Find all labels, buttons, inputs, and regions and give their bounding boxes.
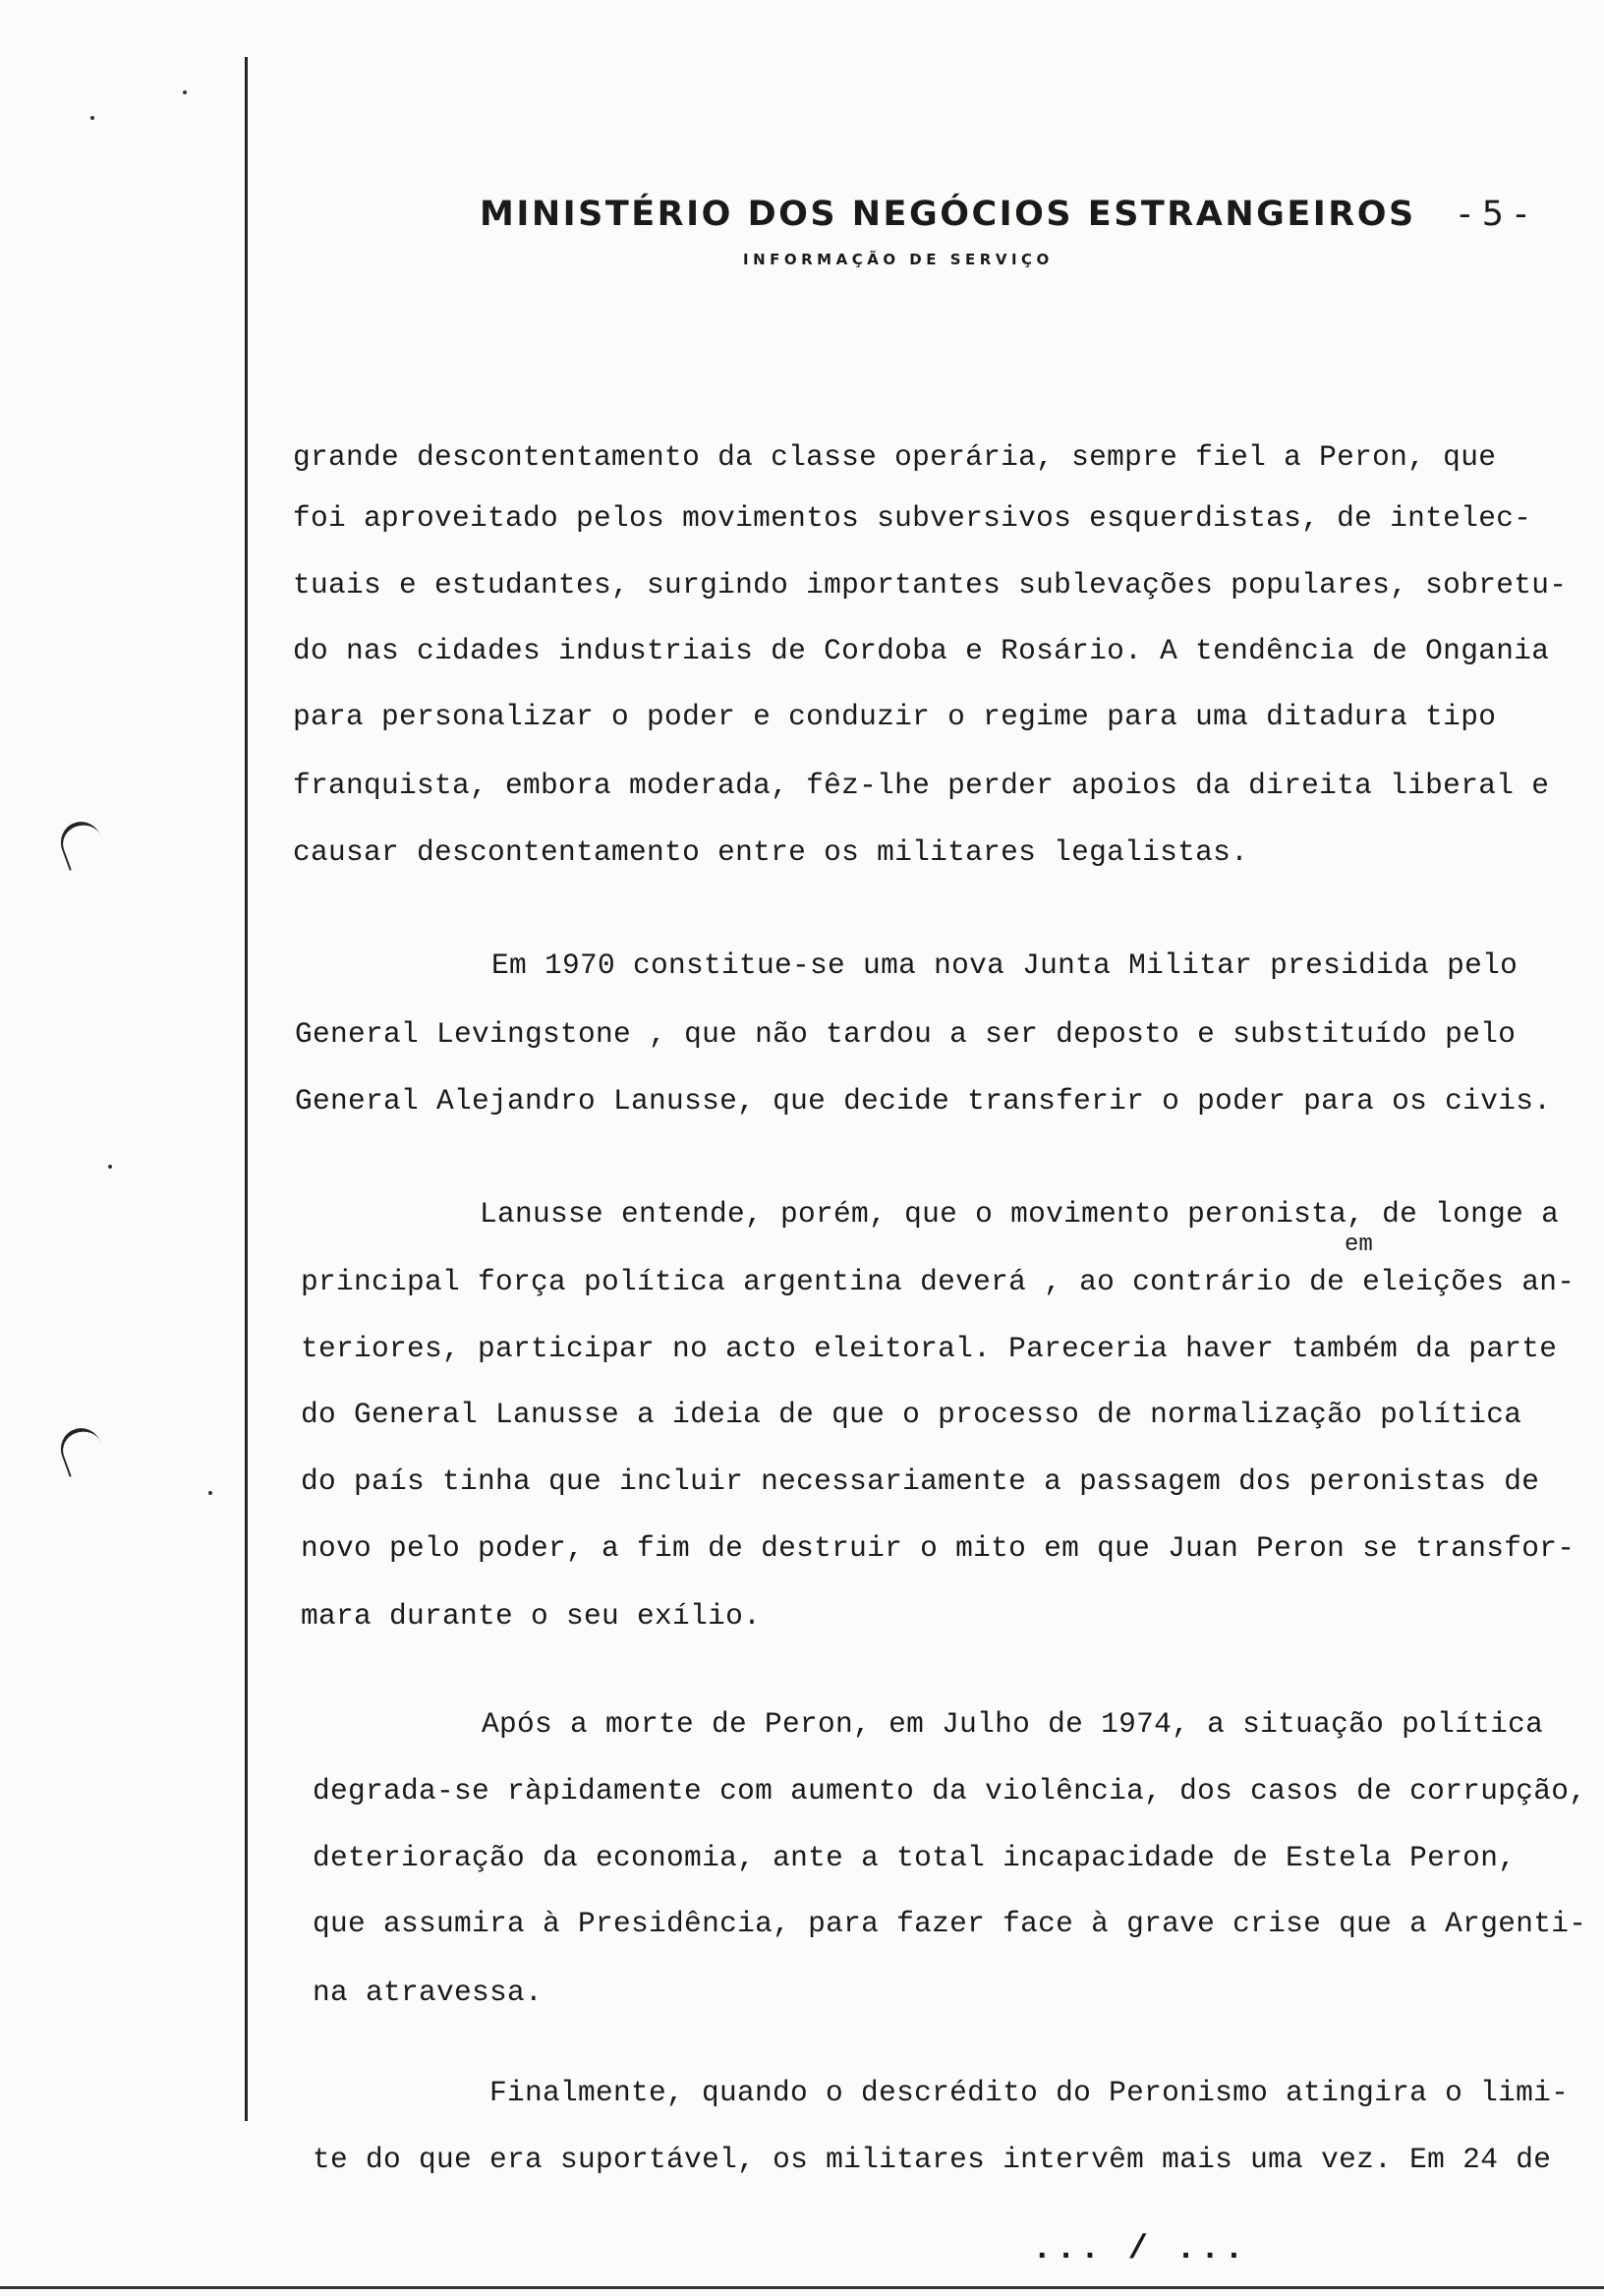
body-line: que assumira à Presidência, para fazer face à grave crise que a Argenti- [313,1907,1587,1940]
body-line: para personalizar o poder e conduzir o regime para uma ditadura tipo [293,700,1497,733]
body-line: do nas cidades industriais de Cordoba e Rosário. A tendência de Ongania [293,634,1550,667]
body-line: mara durante o seu exílio. [301,1599,762,1633]
body-line: foi aproveitado pelos movimentos subversivos esquerdistas, de intelec- [293,501,1532,535]
ministry-header: MINISTÉRIO DOS NEGÓCIOS ESTRANGEIROS [480,195,1416,234]
body-line: do país tinha que incluir necessariamente a passagem dos peronistas de [301,1464,1540,1498]
page-number: - 5 - [1459,195,1527,234]
body-line: Em 1970 constitue-se uma nova Junta Militar presidida pelo [491,948,1518,982]
punch-hole-mark [55,816,109,871]
speck [183,90,187,94]
margin-rule [245,57,248,2121]
body-line: tuais e estudantes, surgindo importantes sublevações populares, sobretu- [293,568,1568,602]
body-line: do General Lanusse a ideia de que o processo de normalização política [301,1398,1522,1431]
body-line: General Levingstone , que não tardou a ser deposto e substituído pelo [295,1017,1517,1051]
body-line: te do que era suportável, os militares intervêm mais uma vez. Em 24 de [313,2143,1552,2176]
body-line: Após a morte de Peron, em Julho de 1974, a situação política [482,1707,1544,1741]
body-line: principal força política argentina deverá , ao contrário de eleições an- [301,1265,1575,1298]
speck [108,1165,112,1169]
punch-hole-mark [55,1422,109,1477]
body-line: franquista, embora moderada, fêz-lhe perder apoios da direita liberal e [293,769,1550,802]
body-line: degrada-se ràpidamente com aumento da violência, dos casos de corrupção, [313,1774,1587,1808]
body-line: grande descontentamento da classe operária, sempre fiel a Peron, que [293,440,1497,474]
speck [90,116,94,120]
continuation-marker: ... / ... [1032,2231,1248,2268]
body-line: Finalmente, quando o descrédito do Peronismo atingira o limi- [489,2076,1570,2109]
bottom-edge-rule [0,2286,1604,2289]
body-line: causar descontentamento entre os militares legalistas. [293,835,1249,869]
body-line: deterioração da economia, ante a total incapacidade de Estela Peron, [313,1841,1517,1874]
body-line: na atravessa. [313,1976,544,2009]
document-subtitle: INFORMAÇÃO DE SERVIÇO [743,251,1054,268]
handwritten-insert: em [1345,1232,1373,1258]
body-line: Lanusse entende, porém, que o movimento peronista, de longe a [480,1197,1560,1231]
speck [208,1491,212,1495]
body-line: General Alejandro Lanusse, que decide transferir o poder para os civis. [295,1084,1552,1118]
body-line: teriores, participar no acto eleitoral. Pareceria haver também da parte [301,1332,1558,1365]
body-line: novo pelo poder, a fim de destruir o mito em que Juan Peron se transfor- [301,1531,1575,1565]
